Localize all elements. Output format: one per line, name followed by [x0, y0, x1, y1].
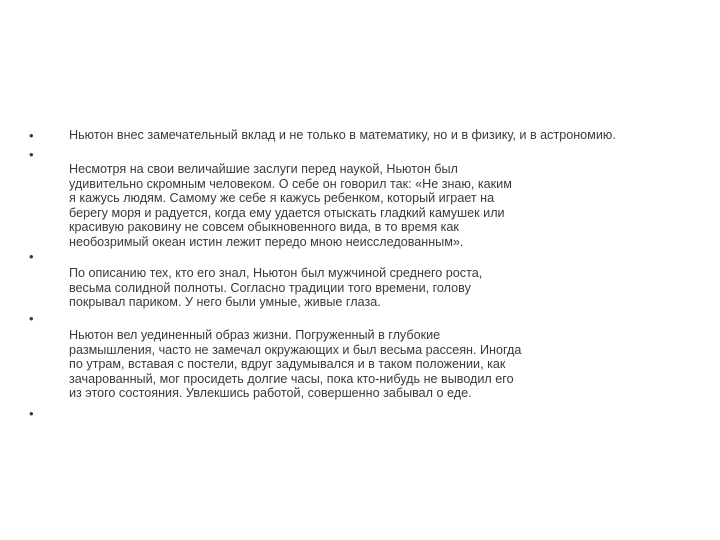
paragraph-contribution: Ньютон внес замечательный вклад и не только в математику, но и в физику, и в астрономию. — [69, 128, 616, 142]
bullet-5: • — [29, 406, 34, 421]
paragraph-lifestyle: Ньютон вел уединенный образ жизни. Погруженный в глубокие размышления, часто не замечал окружающих и был весьма рассеян. Иногда по утрам, вставая с постели, вдруг задумывался и в таком положении, как зачарованный, мог просидеть долгие часы, пока кто-нибудь не выводил его из этого состояния. Увлекшись работой, совершенно забывал о еде. — [69, 328, 522, 401]
paragraph-appearance: По описанию тех, кто его знал, Ньютон был мужчиной среднего роста, весьма солидной полноты. Согласно традиции того времени, голову покрывал париком. У него были умные, живые глаза. — [69, 266, 483, 310]
bullet-1: • — [29, 128, 34, 143]
bullet-4: • — [29, 311, 34, 326]
paragraph-modesty-quote: Несмотря на свои величайшие заслуги перед наукой, Ньютон был удивительно скромным человеком. О себе он говорил так: «Не знаю, каким я кажусь людям. Самому же себе я кажусь ребенком, который играет на берегу моря и радуется, когда ему удается отыскать гладкий камушек или красивую раковину не совсем обыкновенного вида, в то время как необозримый океан истин лежит передо мною неисследованным». — [69, 162, 512, 249]
bullet-2: • — [29, 147, 34, 162]
bullet-3: • — [29, 249, 34, 264]
